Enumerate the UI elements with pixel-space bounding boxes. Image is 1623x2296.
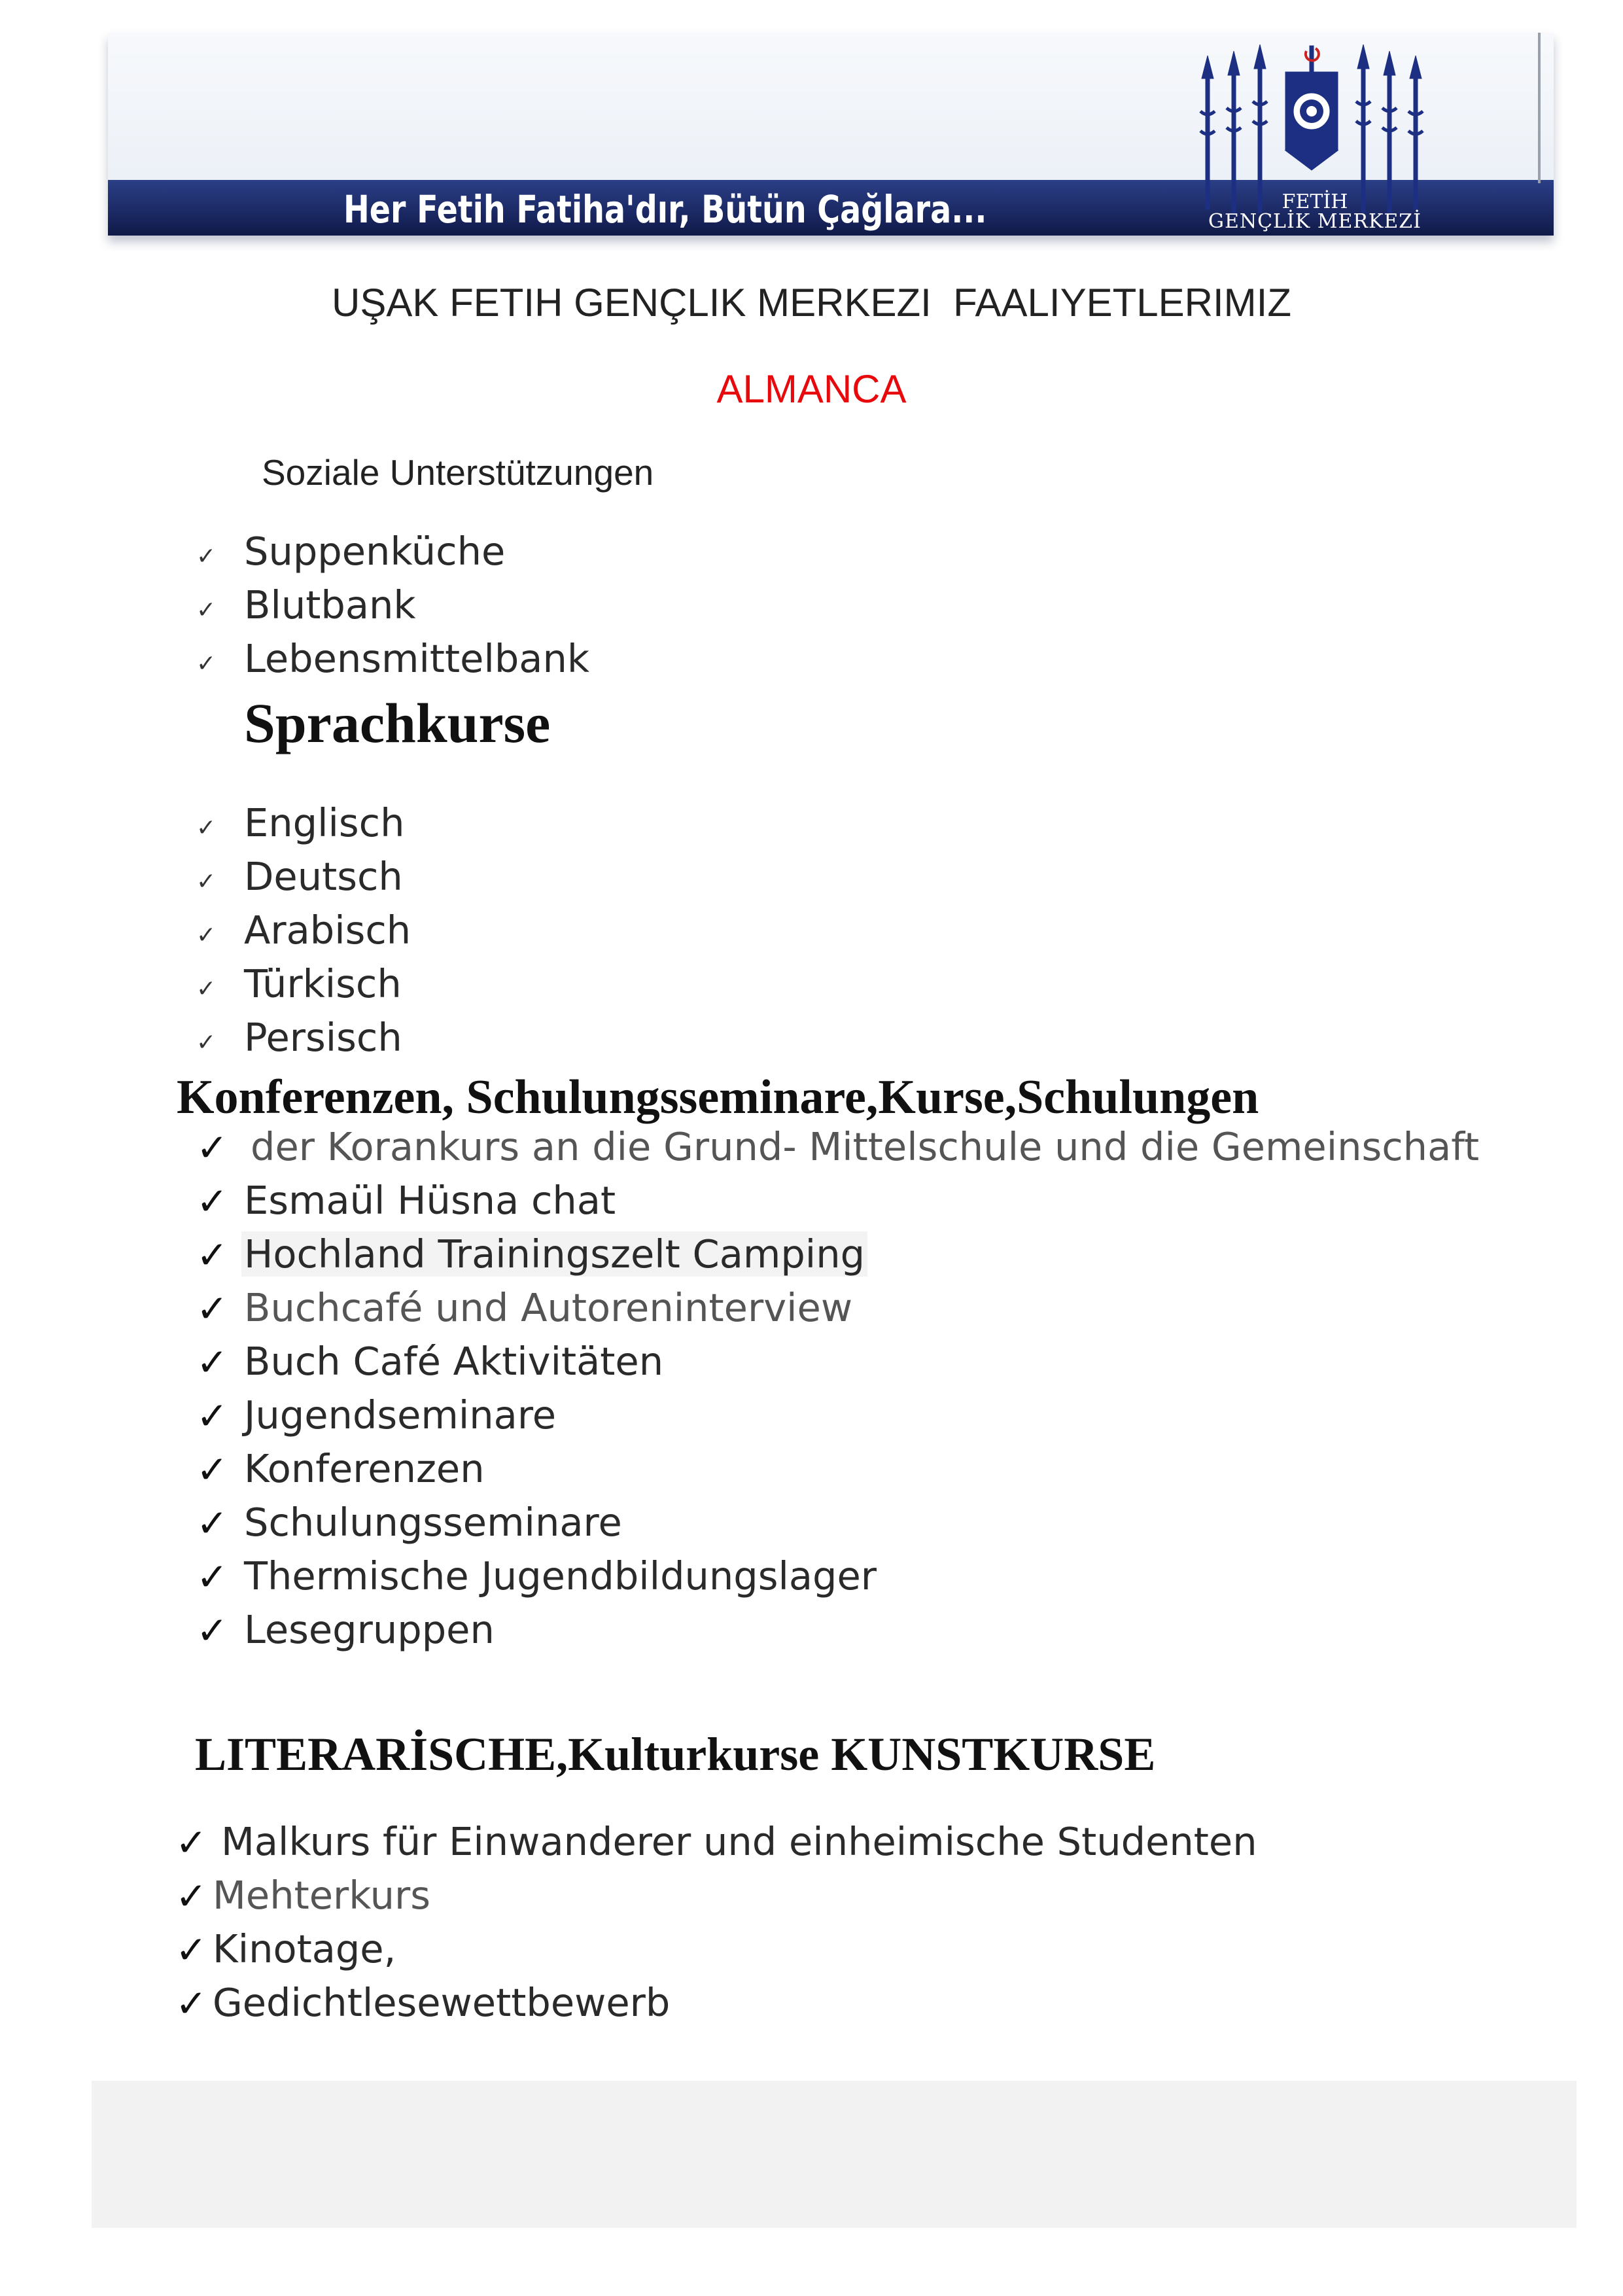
- language-item: Persisch: [244, 1015, 402, 1060]
- checkmark-icon: ✓: [175, 1981, 207, 2026]
- literary-item: Gedichtlesewettbewerb: [213, 1980, 671, 2025]
- literary-item: Mehterkurs: [213, 1873, 431, 1918]
- language-item: Deutsch: [244, 854, 403, 899]
- logo-line-2: GENÇLİK MERKEZİ: [1208, 210, 1422, 233]
- checkmark-icon: ✓: [196, 1555, 228, 1599]
- conference-item: Buchcafé und Autoreninterview: [244, 1285, 853, 1330]
- checkmark-icon: ✓: [196, 1340, 228, 1385]
- language-heading: Sprachkurse: [244, 692, 551, 754]
- social-heading: Soziale Unterstützungen: [262, 452, 654, 493]
- checkmark-icon: ✓: [196, 1233, 228, 1277]
- checkmark-icon: ✓: [196, 650, 217, 677]
- checkmark-icon: ✓: [175, 1874, 207, 1918]
- conference-item: Buch Café Aktivitäten: [244, 1339, 664, 1384]
- checkmark-icon: ✓: [196, 1179, 228, 1224]
- checkmark-icon: ✓: [196, 868, 217, 895]
- checkmark-icon: ✓: [196, 922, 217, 949]
- language-item: Arabisch: [244, 908, 411, 953]
- conferences-heading: Konferenzen, Schulungsseminare,Kurse,Schulungen: [177, 1070, 1259, 1124]
- social-item: Blutbank: [244, 582, 416, 627]
- social-item: Lebensmittelbank: [244, 636, 590, 681]
- conference-item: Hochland Trainingszelt Camping: [241, 1231, 867, 1277]
- checkmark-icon: ✓: [196, 1286, 228, 1331]
- logo-line-1: FETİH: [1282, 190, 1348, 213]
- banner-slogan: Her Fetih Fatiha'dır, Bütün Çağlara...: [343, 187, 987, 232]
- checkmark-icon: ✓: [196, 1125, 228, 1170]
- language-item: Türkisch: [244, 961, 402, 1006]
- literary-item: Kinotage,: [213, 1926, 396, 1971]
- checkmark-icon: ✓: [175, 1820, 207, 1865]
- conference-item: Lesegruppen: [244, 1607, 495, 1652]
- social-item: Suppenküche: [244, 529, 506, 574]
- conference-item: der Korankurs an die Grund- Mittelschule und die Gemeinschaft: [251, 1124, 1480, 1169]
- page-subtitle: ALMANCA: [716, 367, 907, 411]
- checkmark-icon: ✓: [196, 543, 217, 570]
- spear-icon: [1200, 56, 1215, 209]
- checkmark-icon: ✓: [196, 1608, 228, 1653]
- conference-item: Konferenzen: [244, 1446, 485, 1491]
- checkmark-icon: ✓: [196, 1029, 217, 1056]
- checkmark-icon: ✓: [175, 1928, 207, 1972]
- checkmark-icon: ✓: [196, 815, 217, 841]
- conference-item: Schulungsseminare: [244, 1500, 622, 1545]
- checkmark-icon: ✓: [196, 1501, 228, 1545]
- logo-text: [1184, 192, 1446, 232]
- page-title: UŞAK FETIH GENÇLIK MERKEZI FAALIYETLERIMIZ: [332, 281, 1291, 325]
- header-banner: [108, 33, 1554, 236]
- footer-box: [92, 2081, 1577, 2228]
- checkmark-icon: ✓: [196, 1447, 228, 1492]
- literary-item: Malkurs für Einwanderer und einheimische Studenten: [221, 1819, 1257, 1864]
- checkmark-icon: ✓: [196, 597, 217, 624]
- banner-edge-line: [1538, 33, 1541, 183]
- literary-heading: LITERARİSCHE,Kulturkurse KUNSTKURSE: [195, 1728, 1156, 1780]
- checkmark-icon: ✓: [196, 1394, 228, 1438]
- conference-item: Esmaül Hüsna chat: [244, 1178, 616, 1223]
- conference-item: Thermische Jugendbildungslager: [244, 1553, 877, 1598]
- checkmark-icon: ✓: [196, 976, 217, 1002]
- conference-item: Jugendseminare: [244, 1392, 557, 1438]
- language-item: Englisch: [244, 800, 405, 845]
